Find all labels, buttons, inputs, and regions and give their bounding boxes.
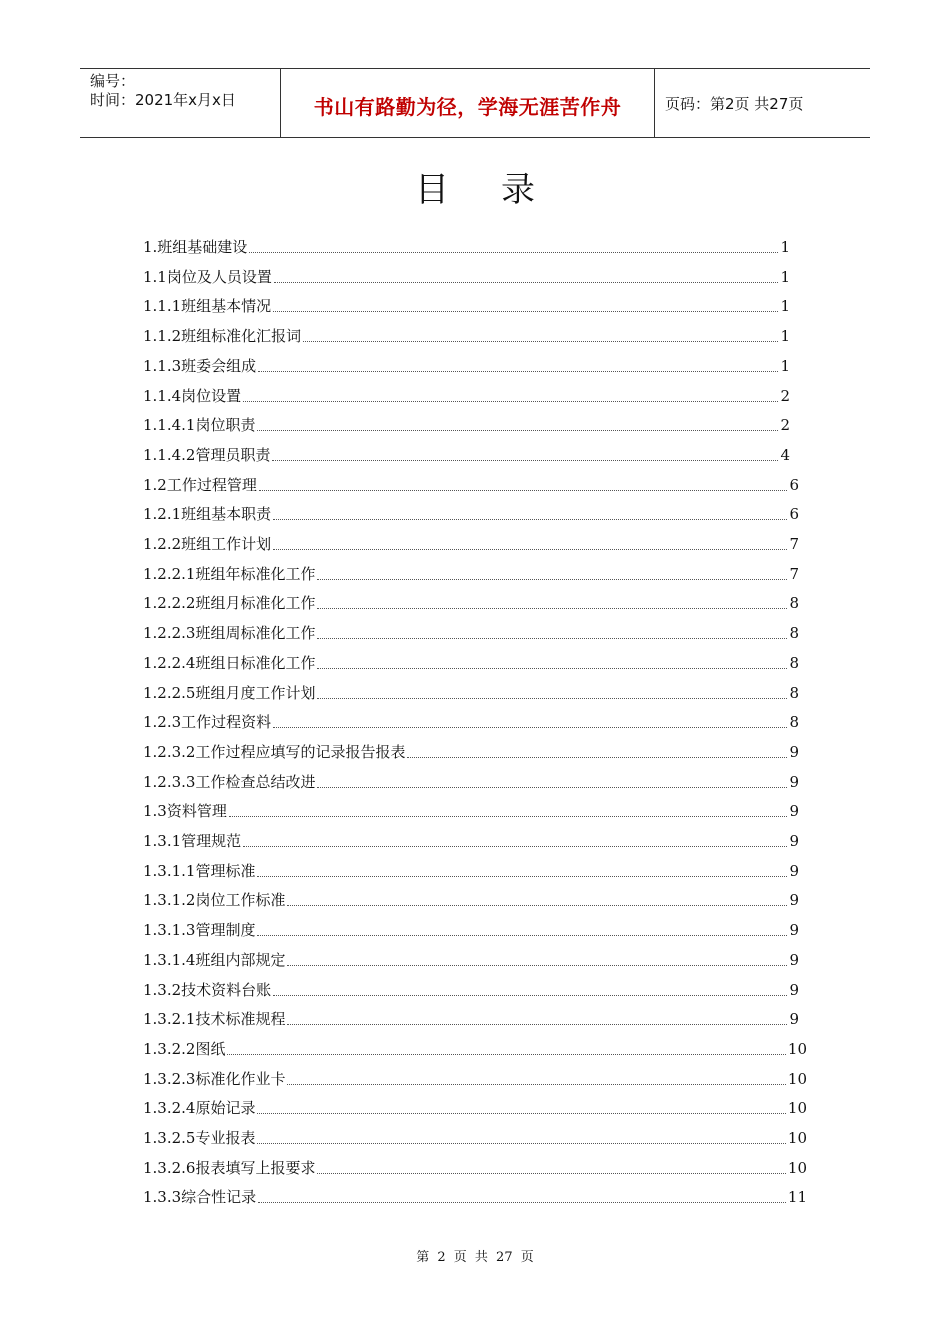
toc-entry-page: 8 [789, 653, 799, 672]
page-header [80, 68, 870, 138]
toc-entry[interactable] [143, 796, 799, 820]
toc-entry-page: 9 [789, 980, 799, 999]
toc-leader-dots [257, 875, 787, 877]
toc-entry-page: 7 [789, 535, 799, 553]
toc-entry[interactable] [143, 1123, 807, 1147]
toc-entry-page: 10 [787, 1158, 807, 1177]
toc-entry[interactable] [143, 618, 799, 642]
toc-entry[interactable] [143, 975, 799, 999]
header-meta [80, 69, 281, 137]
toc-leader-dots [227, 1053, 785, 1055]
toc-entry-title: 1.2.2.4班组日标准化工作 [143, 653, 316, 672]
toc-entry-page: 2 [780, 416, 790, 435]
toc-leader-dots [287, 1023, 787, 1025]
toc-leader-dots [258, 1201, 786, 1203]
toc-entry[interactable] [143, 588, 799, 612]
toc-entry-title: 1.3.2技术资料台账 [143, 980, 272, 999]
toc-entry[interactable] [143, 678, 799, 702]
toc-entry-title: 1.3资料管理 [143, 802, 227, 821]
toc-entry-page: 8 [789, 594, 799, 613]
toc-leader-dots [317, 1172, 785, 1174]
toc-entry-title: 1.3.1.3管理制度 [143, 921, 256, 940]
toc-entry[interactable] [143, 232, 790, 256]
toc-entry-title: 1.3.2.5专业报表 [143, 1129, 256, 1147]
header-motto-cell [281, 69, 655, 137]
toc-entry-page: 6 [789, 475, 799, 494]
toc-entry-page: 1 [780, 238, 790, 256]
toc-entry-page: 8 [789, 624, 799, 643]
toc-entry-title: 1.2.2.5班组月度工作计划 [143, 683, 316, 702]
toc-entry-page: 10 [787, 1099, 807, 1118]
toc-entry-title: 1.3.1.1管理标准 [143, 861, 256, 880]
toc-leader-dots [257, 1112, 785, 1114]
toc-entry-title: 1.2.2.1班组年标准化工作 [143, 564, 316, 583]
toc-entry-page: 6 [789, 505, 799, 524]
document-number-label: 编号： [90, 72, 136, 90]
toc-leader-dots [317, 786, 787, 788]
toc-entry-page: 9 [789, 891, 799, 910]
toc-entry-title: 1.1.4.2管理员职责 [143, 445, 271, 464]
toc-leader-dots [249, 251, 778, 253]
toc-entry[interactable] [143, 767, 799, 791]
toc-entry-page: 1 [780, 327, 790, 346]
toc-entry[interactable] [143, 1034, 807, 1058]
toc-entry[interactable] [143, 291, 790, 315]
toc-entry-title: 1.班组基础建设 [143, 238, 248, 256]
toc-entry[interactable] [143, 440, 790, 464]
toc-entry[interactable] [143, 1093, 807, 1117]
toc-entry[interactable] [143, 648, 799, 672]
toc-entry-title: 1.1.4.1岗位职责 [143, 416, 256, 435]
toc-entry-page: 8 [789, 683, 799, 702]
toc-entry-page: 4 [780, 445, 790, 464]
toc-entry-title: 1.2工作过程管理 [143, 475, 257, 494]
toc-entry-page: 9 [789, 802, 799, 821]
toc-leader-dots [258, 370, 778, 372]
toc-entry-page: 9 [789, 921, 799, 940]
toc-entry-title: 1.2.2.2班组月标准化工作 [143, 594, 316, 613]
toc-entry-page: 2 [780, 386, 790, 405]
toc-entry-page: 1 [780, 356, 790, 375]
toc-entry-title: 1.3.2.3标准化作业卡 [143, 1069, 286, 1088]
toc-entry-page: 9 [789, 950, 799, 969]
toc-entry-page: 9 [789, 1010, 799, 1029]
toc-entry[interactable] [143, 885, 799, 909]
toc-leader-dots [317, 637, 787, 639]
toc-entry[interactable] [143, 826, 799, 850]
toc-entry-page: 11 [787, 1188, 807, 1207]
toc-leader-dots [287, 904, 787, 906]
toc-leader-dots [274, 281, 779, 283]
toc-entry[interactable] [143, 737, 799, 761]
toc-leader-dots [317, 607, 787, 609]
toc-leader-dots [243, 400, 778, 402]
toc-entry-title: 1.1.2班组标准化汇报词 [143, 327, 302, 346]
toc-leader-dots [317, 578, 787, 580]
toc-entry-page: 7 [789, 564, 799, 583]
toc-entry[interactable] [143, 945, 799, 969]
toc-entry-title: 1.3.2.4原始记录 [143, 1099, 256, 1118]
toc-entry[interactable] [143, 470, 799, 494]
header-page-info: 页码：第2页 共27页 [665, 95, 804, 113]
toc-entry-page: 10 [787, 1069, 807, 1088]
toc-entry[interactable] [143, 381, 790, 405]
toc-entry-page: 1 [780, 267, 790, 286]
toc-entry[interactable] [143, 1153, 807, 1177]
toc-entry[interactable] [143, 707, 799, 731]
toc-entry-page: 8 [789, 713, 799, 732]
toc-entry-title: 1.3.2.2图纸 [143, 1039, 226, 1058]
toc-entry-page: 10 [787, 1039, 807, 1058]
toc-leader-dots [317, 697, 787, 699]
toc-leader-dots [303, 340, 778, 342]
toc-entry[interactable] [143, 321, 790, 345]
header-motto: 书山有路勤为径，学海无涯苦作舟 [313, 95, 622, 119]
toc-leader-dots [259, 489, 788, 491]
toc-entry[interactable] [143, 499, 799, 523]
toc-entry[interactable] [143, 529, 799, 553]
toc-entry-title: 1.3.1管理规范 [143, 832, 242, 850]
page-footer: 第 2 页 共 27 页 [416, 1250, 534, 1265]
toc-entry-title: 1.2.1班组基本职责 [143, 505, 272, 524]
toc-entry-page: 9 [789, 772, 799, 791]
toc-entry-title: 1.2.3.2工作过程应填写的记录报告报表 [143, 742, 406, 761]
toc-entry-title: 1.2.2班组工作计划 [143, 535, 272, 553]
toc-entry[interactable] [143, 856, 799, 880]
toc-leader-dots [273, 994, 787, 996]
toc-leader-dots [287, 964, 787, 966]
toc-entry[interactable] [143, 351, 790, 375]
toc-entry-title: 1.3.2.1技术标准规程 [143, 1010, 286, 1029]
toc-leader-dots [243, 845, 787, 847]
toc-entry-title: 1.1.1班组基本情况 [143, 297, 272, 316]
toc-entry[interactable] [143, 1064, 807, 1088]
toc-leader-dots [257, 429, 778, 431]
toc-leader-dots [257, 1142, 785, 1144]
toc-entry-title: 1.1岗位及人员设置 [143, 267, 272, 286]
toc-leader-dots [229, 815, 788, 817]
toc-entry[interactable] [143, 1182, 807, 1206]
toc-entry-title: 1.2.3.3工作检查总结改进 [143, 772, 316, 791]
toc-entry-title: 1.3.1.2岗位工作标准 [143, 891, 286, 910]
toc-entry[interactable] [143, 262, 790, 286]
toc-leader-dots [257, 934, 787, 936]
toc-entry-title: 1.3.1.4班组内部规定 [143, 950, 286, 969]
header-page-cell [655, 69, 870, 137]
toc-entry-page: 9 [789, 832, 799, 850]
document-date: 时间：2021年x月x日 [90, 91, 236, 109]
toc-entry[interactable] [143, 410, 790, 434]
toc-leader-dots [273, 726, 787, 728]
toc-entry-page: 9 [789, 742, 799, 761]
toc-leader-dots [407, 756, 787, 758]
toc-leader-dots [272, 459, 778, 461]
toc-entry[interactable] [143, 559, 799, 583]
toc-leader-dots [273, 310, 778, 312]
toc-entry[interactable] [143, 915, 799, 939]
toc-leader-dots [273, 548, 787, 550]
toc-entry-title: 1.1.3班委会组成 [143, 356, 257, 375]
toc-entry-title: 1.3.3综合性记录 [143, 1188, 257, 1207]
toc-entry[interactable] [143, 1004, 799, 1028]
toc-entry-page: 1 [780, 297, 790, 316]
toc-title: 目录 [415, 170, 587, 210]
toc-entry-title: 1.2.3工作过程资料 [143, 713, 272, 732]
toc-leader-dots [273, 518, 787, 520]
toc-entry-title: 1.1.4岗位设置 [143, 386, 242, 405]
toc-entry-page: 10 [787, 1129, 807, 1147]
toc-entry-title: 1.2.2.3班组周标准化工作 [143, 624, 316, 643]
toc-entry-title: 1.3.2.6报表填写上报要求 [143, 1158, 316, 1177]
toc-entry-page: 9 [789, 861, 799, 880]
toc-leader-dots [287, 1083, 785, 1085]
toc-leader-dots [317, 667, 787, 669]
